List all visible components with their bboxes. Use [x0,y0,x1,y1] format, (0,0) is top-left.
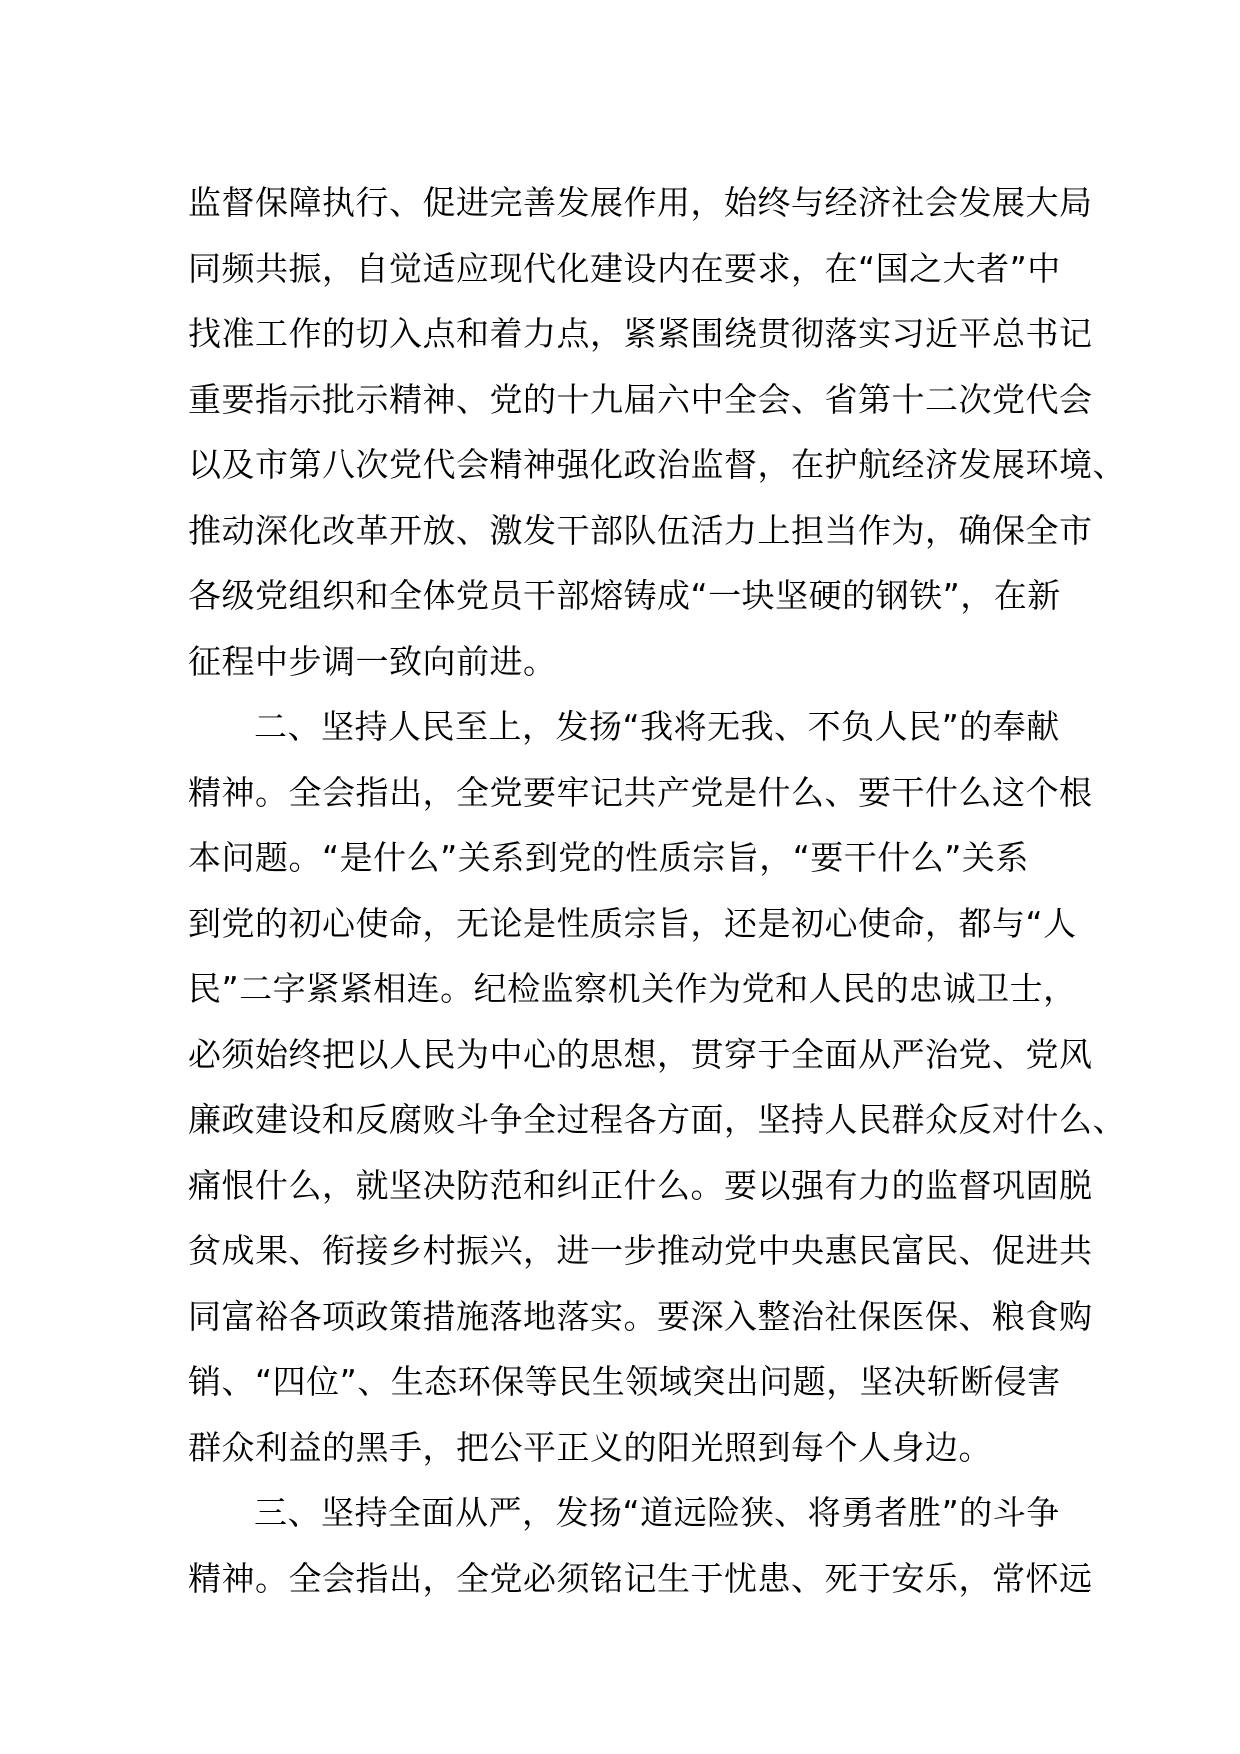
text-line: 廉政建设和反腐败斗争全过程各方面，坚持人民群众反对什么、 [188,1100,1126,1139]
text-line: 同富裕各项政策措施落地落实。要深入整治社保医保、粮食购 [188,1296,1093,1336]
paragraph-heading-2: 二、坚持人民至上，发扬“我将无我、不负人民”的奉献 [254,707,1060,746]
text-line: 推动深化改革开放、激发干部队伍活力上担当作为，确保全市 [188,510,1093,550]
text-line: 群众利益的黑手，把公平正义的阳光照到每个人身边。 [188,1427,992,1467]
text-line: 各级党组织和全体党员干部熔铸成“一块坚硬的钢铁”，在新 [188,576,1061,615]
text-line: 征程中步调一致向前进。 [188,641,557,681]
body-text [188,170,1126,1611]
text-line: 本问题。“是什么”关系到党的性质宗旨，“要干什么”关系 [188,838,1029,877]
text-line: 精神。全会指出，全党必须铭记生于忧患、死于安乐，常怀远 [188,1558,1093,1598]
text-line: 必须始终把以人民为中心的思想，贯穿于全面从严治党、党风 [188,1034,1093,1074]
text-line: 到党的初心使命，无论是性质宗旨，还是初心使命，都与“人 [188,903,1077,943]
text-line: 找准工作的切入点和着力点，紧紧围绕贯彻落实习近平总书记 [188,314,1093,353]
text-line: 同频共振，自觉适应现代化建设内在要求，在“国之大者”中 [188,248,1061,288]
text-line: 销、“四位”、生态环保等民生领域突出问题，坚决斩断侵害 [188,1362,1061,1401]
text-line: 痛恨什么，就坚决防范和纠正什么。要以强有力的监督巩固脱 [188,1165,1093,1205]
text-line: 重要指示批示精神、党的十九届六中全会、省第十二次党代会 [188,379,1093,419]
paragraph-heading-3: 三、坚持全面从严，发扬“道远险狭、将勇者胜”的斗争 [254,1493,1060,1532]
text-line: 精神。全会指出，全党要牢记共产党是什么、要干什么这个根 [188,772,1093,812]
text-line: 监督保障执行、促进完善发展作用，始终与经济社会发展大局 [188,183,1093,222]
text-line: 贫成果、衔接乡村振兴，进一步推动党中央惠民富民、促进共 [188,1231,1093,1270]
text-line: 以及市第八次党代会精神强化政治监督，在护航经济发展环境、 [188,445,1126,484]
text-line: 民”二字紧紧相连。纪检监察机关作为党和人民的忠诚卫士， [188,969,1077,1008]
